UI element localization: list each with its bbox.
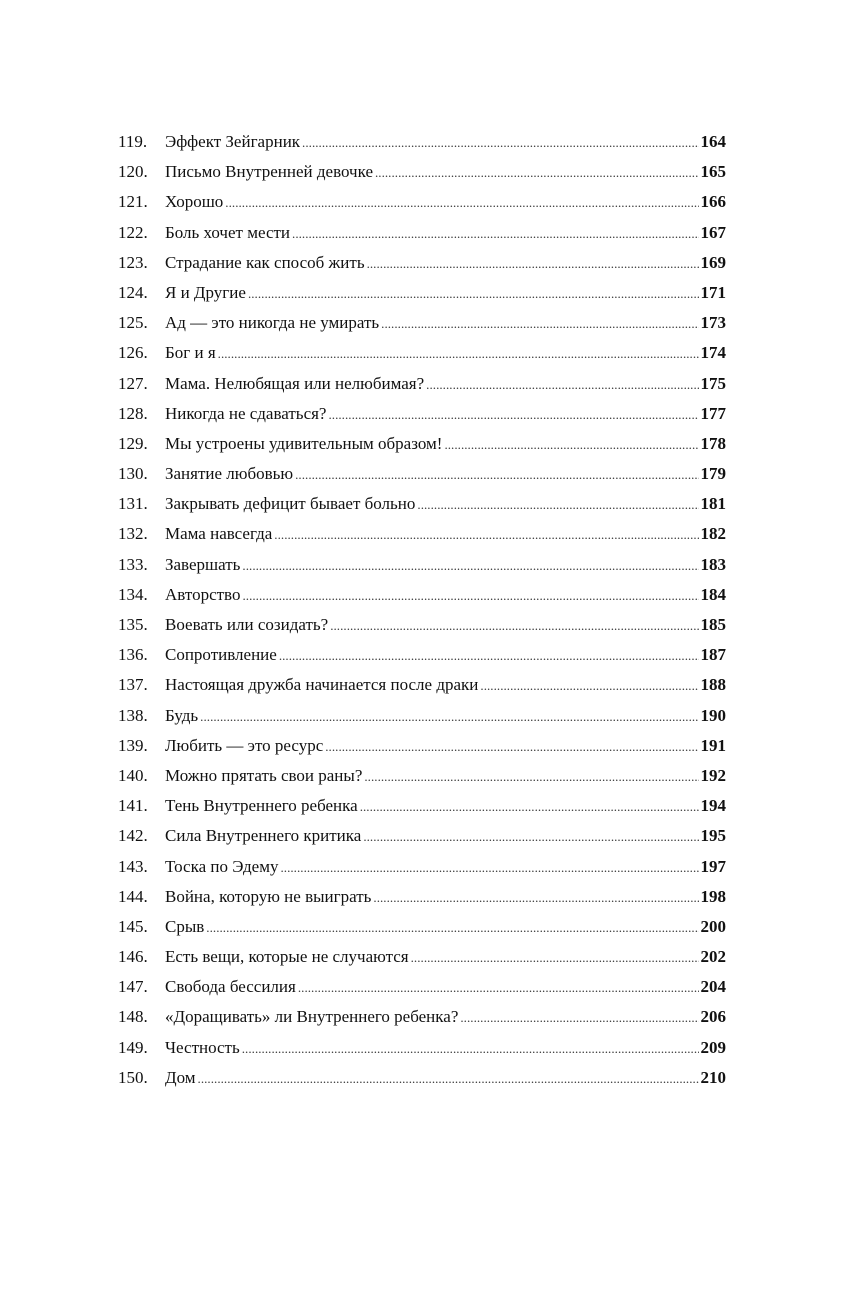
- entry-page-number: 187: [700, 645, 726, 665]
- toc-entry: [118, 796, 726, 826]
- toc-entry: [118, 675, 726, 705]
- entry-title: Мама. Нелюбящая или нелюбимая?: [165, 373, 425, 393]
- entry-number: 136.: [118, 645, 148, 665]
- entry-page-number: 204: [700, 977, 726, 997]
- dot-leader: [375, 165, 699, 181]
- dot-leader: [444, 437, 698, 453]
- toc-entry: [118, 887, 726, 917]
- dot-leader: [200, 709, 698, 725]
- dot-leader: [381, 316, 698, 332]
- entry-number: 125.: [118, 313, 148, 333]
- entry-page-number: 171: [700, 282, 726, 302]
- toc-entry: [118, 555, 726, 585]
- dot-leader: [242, 1041, 699, 1057]
- dot-leader: [242, 558, 698, 574]
- entry-title: Будь: [165, 705, 199, 725]
- entry-title: Честность: [165, 1037, 240, 1057]
- dot-leader: [198, 1071, 699, 1087]
- entry-title: Настоящая дружба начинается после драки: [165, 675, 479, 695]
- toc-entry: [118, 1038, 726, 1068]
- toc-entry: [118, 253, 726, 283]
- entry-number: 142.: [118, 826, 148, 846]
- entry-number: 133.: [118, 554, 148, 574]
- dot-leader: [373, 890, 698, 906]
- entry-number: 119.: [118, 132, 148, 151]
- entry-title: Можно прятать свои раны?: [165, 765, 363, 785]
- toc-entry: [118, 706, 726, 736]
- entry-title: Сопротивление: [165, 645, 277, 665]
- entry-page-number: 190: [700, 705, 726, 725]
- entry-page-number: 200: [700, 916, 726, 936]
- toc-entry: [118, 162, 726, 192]
- entry-title: Мы устроены удивительным образом!: [165, 433, 443, 453]
- dot-leader: [280, 860, 698, 876]
- dot-leader: [325, 739, 698, 755]
- toc-entry: [118, 132, 726, 162]
- entry-number: 144.: [118, 886, 148, 906]
- entry-page-number: 166: [700, 192, 726, 212]
- toc-entry: [118, 826, 726, 856]
- entry-title: Война, которую не выиграть: [165, 886, 372, 906]
- toc-entry: [118, 947, 726, 977]
- entry-page-number: 206: [700, 1007, 726, 1027]
- entry-page-number: 197: [700, 856, 726, 876]
- dot-leader: [302, 135, 698, 151]
- entry-number: 137.: [118, 675, 148, 695]
- dot-leader: [279, 648, 699, 664]
- dot-leader: [248, 286, 699, 302]
- entry-number: 139.: [118, 735, 148, 755]
- entry-page-number: 209: [700, 1037, 726, 1057]
- entry-number: 135.: [118, 615, 148, 634]
- entry-title: Эффект Зейгарник: [165, 132, 301, 151]
- entry-number: 145.: [118, 916, 148, 936]
- entry-page-number: 202: [700, 947, 726, 967]
- entry-page-number: 183: [700, 554, 726, 574]
- entry-number: 140.: [118, 765, 148, 785]
- toc-entry: [118, 524, 726, 554]
- dot-leader: [292, 226, 698, 242]
- dot-leader: [411, 950, 699, 966]
- entry-title: Дом: [165, 1067, 196, 1087]
- toc-entry: [118, 464, 726, 494]
- toc-entry: [118, 494, 726, 524]
- entry-number: 122.: [118, 222, 148, 242]
- entry-title: Хорошо: [165, 192, 224, 212]
- toc-entry: [118, 645, 726, 675]
- entry-title: Мама навсегда: [165, 524, 273, 544]
- entry-title: Письмо Внутренней девочке: [165, 162, 373, 182]
- entry-number: 141.: [118, 796, 148, 816]
- toc-entry: [118, 585, 726, 615]
- dot-leader: [328, 407, 698, 423]
- toc-entry: [118, 766, 726, 796]
- toc-entry: [118, 313, 726, 343]
- dot-leader: [364, 769, 698, 785]
- entry-title: Я и Другие: [165, 282, 246, 302]
- entry-number: 134.: [118, 584, 148, 604]
- entry-page-number: 191: [700, 735, 726, 755]
- entry-page-number: 181: [700, 494, 726, 514]
- entry-number: 124.: [118, 282, 148, 302]
- entry-page-number: 198: [700, 886, 726, 906]
- dot-leader: [274, 527, 698, 543]
- entry-title: Страдание как способ жить: [165, 252, 365, 272]
- dot-leader: [426, 377, 698, 393]
- entry-page-number: 178: [700, 433, 726, 453]
- entry-number: 129.: [118, 433, 148, 453]
- toc-entry: [118, 1007, 726, 1037]
- entry-title: Бог и я: [165, 343, 216, 363]
- entry-number: 143.: [118, 856, 148, 876]
- toc-entry: [118, 857, 726, 887]
- entry-page-number: 194: [700, 796, 726, 816]
- entry-title: «Доращивать» ли Внутреннего ребенка?: [165, 1007, 459, 1027]
- entry-page-number: 177: [700, 403, 726, 423]
- entry-number: 148.: [118, 1007, 148, 1027]
- toc-entry: [118, 615, 726, 645]
- dot-leader: [218, 346, 699, 362]
- dot-leader: [480, 678, 698, 694]
- entry-page-number: 185: [700, 615, 726, 634]
- dot-leader: [298, 980, 699, 996]
- entry-page-number: 184: [700, 584, 726, 604]
- entry-page-number: 188: [700, 675, 726, 695]
- entry-number: 127.: [118, 373, 148, 393]
- toc-entry: [118, 192, 726, 222]
- dot-leader: [363, 829, 698, 845]
- entry-page-number: 182: [700, 524, 726, 544]
- entry-title: Воевать или созидать?: [165, 615, 329, 634]
- entry-number: 123.: [118, 252, 148, 272]
- toc-entry: [118, 404, 726, 434]
- entry-title: Ад — это никогда не умирать: [165, 313, 380, 333]
- entry-title: Никогда не сдаваться?: [165, 403, 327, 423]
- entry-number: 131.: [118, 494, 148, 514]
- entry-title: Закрывать дефицит бывает больно: [165, 494, 416, 514]
- dot-leader: [460, 1010, 698, 1026]
- dot-leader: [360, 799, 699, 815]
- entry-page-number: 173: [700, 313, 726, 333]
- dot-leader: [330, 618, 698, 634]
- entry-number: 120.: [118, 162, 148, 182]
- toc-entry: [118, 977, 726, 1007]
- entry-title: Есть вещи, которые не случаются: [165, 947, 409, 967]
- entry-title: Любить — это ресурс: [165, 735, 324, 755]
- entry-number: 147.: [118, 977, 148, 997]
- entry-title: Тень Внутреннего ребенка: [165, 796, 358, 816]
- entry-page-number: 192: [700, 765, 726, 785]
- dot-leader: [295, 467, 698, 483]
- toc-entry: [118, 917, 726, 947]
- entry-title: Свобода бессилия: [165, 977, 296, 997]
- entry-number: 132.: [118, 524, 148, 544]
- entry-page-number: 164: [700, 132, 726, 151]
- entry-page-number: 165: [700, 162, 726, 182]
- entry-page-number: 175: [700, 373, 726, 393]
- dot-leader: [206, 920, 698, 936]
- entry-number: 138.: [118, 705, 148, 725]
- entry-page-number: 210: [700, 1067, 726, 1087]
- dot-leader: [242, 588, 698, 604]
- dot-leader: [417, 497, 698, 513]
- entry-number: 149.: [118, 1037, 148, 1057]
- entry-number: 146.: [118, 947, 148, 967]
- toc-entry: [118, 736, 726, 766]
- entry-page-number: 169: [700, 252, 726, 272]
- entry-title: Завершать: [165, 554, 241, 574]
- entry-number: 121.: [118, 192, 148, 212]
- dot-leader: [367, 256, 699, 272]
- entry-number: 150.: [118, 1067, 148, 1087]
- entry-number: 130.: [118, 464, 148, 484]
- entry-page-number: 174: [700, 343, 726, 363]
- toc-entry: [118, 223, 726, 253]
- dot-leader: [225, 195, 698, 211]
- toc-entry: [118, 283, 726, 313]
- entry-page-number: 167: [700, 222, 726, 242]
- toc-entry: [118, 1068, 726, 1098]
- entry-title: Авторство: [165, 584, 241, 604]
- entry-title: Срыв: [165, 916, 205, 936]
- entry-page-number: 195: [700, 826, 726, 846]
- entry-page-number: 179: [700, 464, 726, 484]
- entry-title: Боль хочет мести: [165, 222, 291, 242]
- toc-entry: [118, 374, 726, 404]
- entry-number: 126.: [118, 343, 148, 363]
- entry-title: Сила Внутреннего критика: [165, 826, 362, 846]
- entry-title: Занятие любовью: [165, 464, 294, 484]
- entry-title: Тоска по Эдему: [165, 856, 279, 876]
- toc-entry: [118, 343, 726, 373]
- toc-entry: [118, 434, 726, 464]
- table-of-contents: [118, 132, 726, 1098]
- entry-number: 128.: [118, 403, 148, 423]
